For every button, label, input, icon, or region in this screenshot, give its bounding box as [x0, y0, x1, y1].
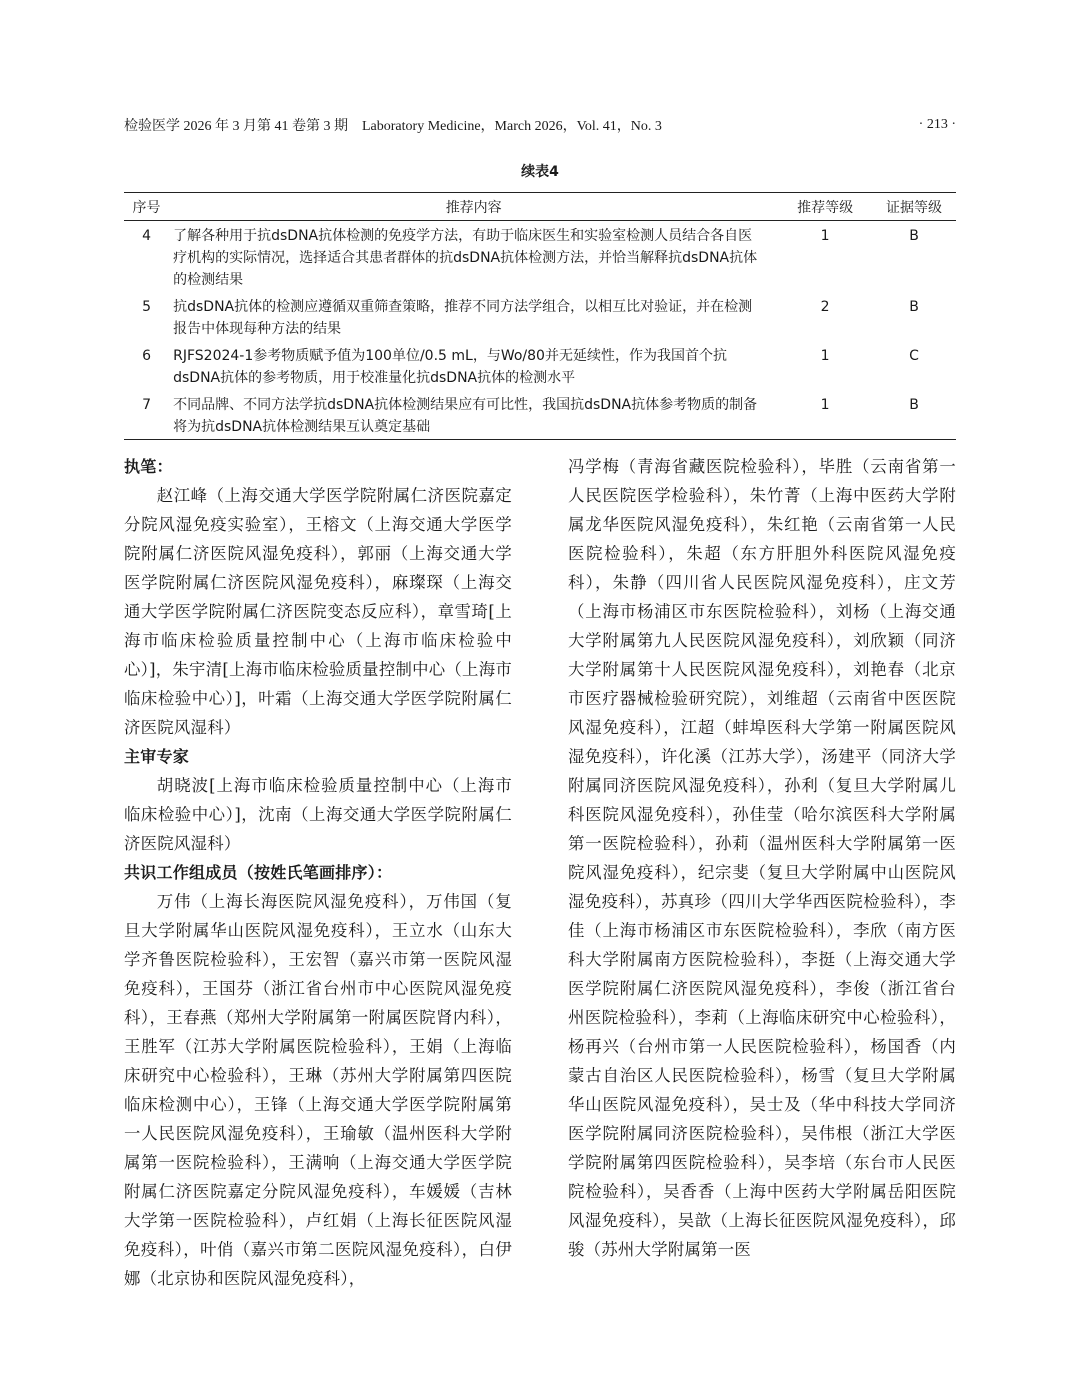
table-row [124, 292, 956, 341]
members-text-right: 冯学梅（青海省藏医院检验科），毕胜（云南省第一人民医院医学检验科），朱竹菁（上海中医药大学附属龙华医院风湿免疫科），朱红艳（云南省第一人民医院检验科），朱超（东方肝胆外科医院风湿免疫科），朱静（四川省人民医院风湿免疫科），庄文芳（上海市杨浦区市东医院检验科），刘杨（上海交通大学附属第九人民医院风湿免疫科），刘欣颖（同济大学附属第十人民医院风湿免疫科），刘艳春（北京市医疗器械检验研究院），刘维超（云南省中医医院风湿免疫科），江超（蚌埠医科大学第一附属医院风湿免疫科），许化溪（江苏大学），汤建平（同济大学附属同济医院风湿免疫科），孙利（复旦大学附属儿科医院风湿免疫科），孙佳莹（哈尔滨医科大学附属第一医院检验科），孙莉（温州医科大学附属第一医院风湿免疫科），纪宗斐（复旦大学附属中山医院风湿免疫科），苏真珍（四川大学华西医院检验科），李佳（上海市杨浦区市东医院检验科），李欣（南方医科大学附属南方医院检验科），李挺（上海交通大学医学院附属仁济医院风湿免疫科），李俊（浙江省台州医院检验科），李莉（上海临床研究中心检验科），杨再兴（台州市第一人民医院检验科），杨国香（内蒙古自治区人民医院检验科），杨雪（复旦大学附属华山医院风湿免疫科），吴士及（华中科技大学同济医学院附属同济医院检验科），吴伟根（浙江大学医学院附属第四医院检验科），吴李培（东台市人民医院检验科），吴香香（上海中医药大学附属岳阳医院风湿免疫科），吴歆（上海长征医院风湿免疫科），邱骏（苏州大学附属第一医 [568, 457, 956, 1259]
column-header-evidence-grade: 证据等级 [885, 199, 942, 216]
table-row [124, 341, 956, 390]
recommendation-table [124, 192, 956, 440]
row-recommendation-grade: 1 [820, 397, 830, 413]
authors-text: 赵江峰（上海交通大学医学院附属仁济医院嘉定分院风湿免疫实验室），王榕文（上海交通大学医学院附属仁济医院风湿免疫科），郭丽（上海交通大学医学院附属仁济医院风湿免疫科），麻璨琛（上海交通大学医学院附属仁济医院变态反应科），章雪琦[上海市临床检验质量控制中心（上海市临床检验中心）]，朱宇清[上海市临床检验质量控制中心（上海市临床检验中心）]，叶霜（上海交通大学医学院附属仁济医院风湿科） [124, 486, 512, 737]
table-row [124, 221, 956, 293]
row-number: 7 [142, 397, 152, 413]
left-column [124, 452, 512, 1293]
row-content: RJFS2024-1参考物质赋予值为100单位/0.5 mL，与Wo/80并无延续性，作为我国首个抗dsDNA抗体的参考物质，用于校准量化抗dsDNA抗体的检测水平 [173, 348, 727, 386]
row-evidence-grade: B [909, 299, 919, 315]
row-number: 4 [142, 228, 152, 244]
table-header-row [124, 193, 956, 221]
row-content: 了解各种用于抗dsDNA抗体检测的免疫学方法，有助于临床医生和实验室检测人员结合各自医疗机构的实际情况，选择适合其患者群体的抗dsDNA抗体检测方法，并恰当解释抗dsDNA抗体的检测结果 [173, 228, 758, 288]
reviewers-heading: 主审专家 [124, 747, 190, 766]
authors-heading: 执笔： [124, 457, 173, 476]
row-number: 5 [142, 299, 152, 315]
row-content: 不同品牌、不同方法学抗dsDNA抗体检测结果应有可比性，我国抗dsDNA抗体参考物质的制备将为抗dsDNA抗体检测结果互认奠定基础 [173, 397, 758, 435]
row-recommendation-grade: 2 [820, 299, 830, 315]
right-column [568, 452, 956, 1264]
running-header [124, 114, 956, 136]
row-evidence-grade: B [909, 228, 919, 244]
journal-citation: 检验医学 2026 年 3 月第 41 卷第 3 期 Laboratory Medicine，March 2026，Vol. 41，No. 3 [124, 119, 662, 134]
row-recommendation-grade: 1 [820, 228, 830, 244]
recommendation-table-wrap [124, 192, 956, 440]
reviewers-text: 胡晓波[上海市临床检验质量控制中心（上海市临床检验中心）]，沈南（上海交通大学医学院附属仁济医院风湿科） [124, 776, 512, 853]
column-header-content: 推荐内容 [445, 199, 502, 216]
column-header-recommendation-grade: 推荐等级 [797, 199, 854, 216]
table-body [124, 221, 956, 440]
table-title: 续表4 [521, 164, 559, 180]
table-header [124, 193, 956, 221]
row-recommendation-grade: 1 [820, 348, 830, 364]
page-number: · 213 · [918, 117, 956, 132]
members-text-left: 万伟（上海长海医院风湿免疫科），万伟国（复旦大学附属华山医院风湿免疫科），王立水（山东大学齐鲁医院检验科），王宏智（嘉兴市第一医院风湿免疫科），王国芬（浙江省台州市中心医院风湿免疫科），王春燕（郑州大学附属第一附属医院肾内科），王胜军（江苏大学附属医院检验科），王娟（上海临床研究中心检验科），王琳（苏州大学附属第四医院临床检测中心），王锋（上海交通大学医学院附属第一人民医院风湿免疫科），王瑜敏（温州医科大学附属第一医院检验科），王满响（上海交通大学医学院附属仁济医院嘉定分院风湿免疫科），车媛媛（吉林大学第一医院检验科），卢红娟（上海长征医院风湿免疫科），叶俏（嘉兴市第二医院风湿免疫科），白伊娜（北京协和医院风湿免疫科）， [124, 892, 512, 1288]
column-header-number: 序号 [132, 199, 161, 216]
members-heading: 共识工作组成员（按姓氏笔画排序）： [124, 863, 393, 882]
row-number: 6 [142, 348, 152, 364]
row-content: 抗dsDNA抗体的检测应遵循双重筛查策略，推荐不同方法学组合，以相互比对验证，并在检测报告中体现每种方法的结果 [173, 299, 753, 337]
table-row [124, 390, 956, 440]
row-evidence-grade: B [909, 397, 919, 413]
row-evidence-grade: C [909, 348, 919, 364]
